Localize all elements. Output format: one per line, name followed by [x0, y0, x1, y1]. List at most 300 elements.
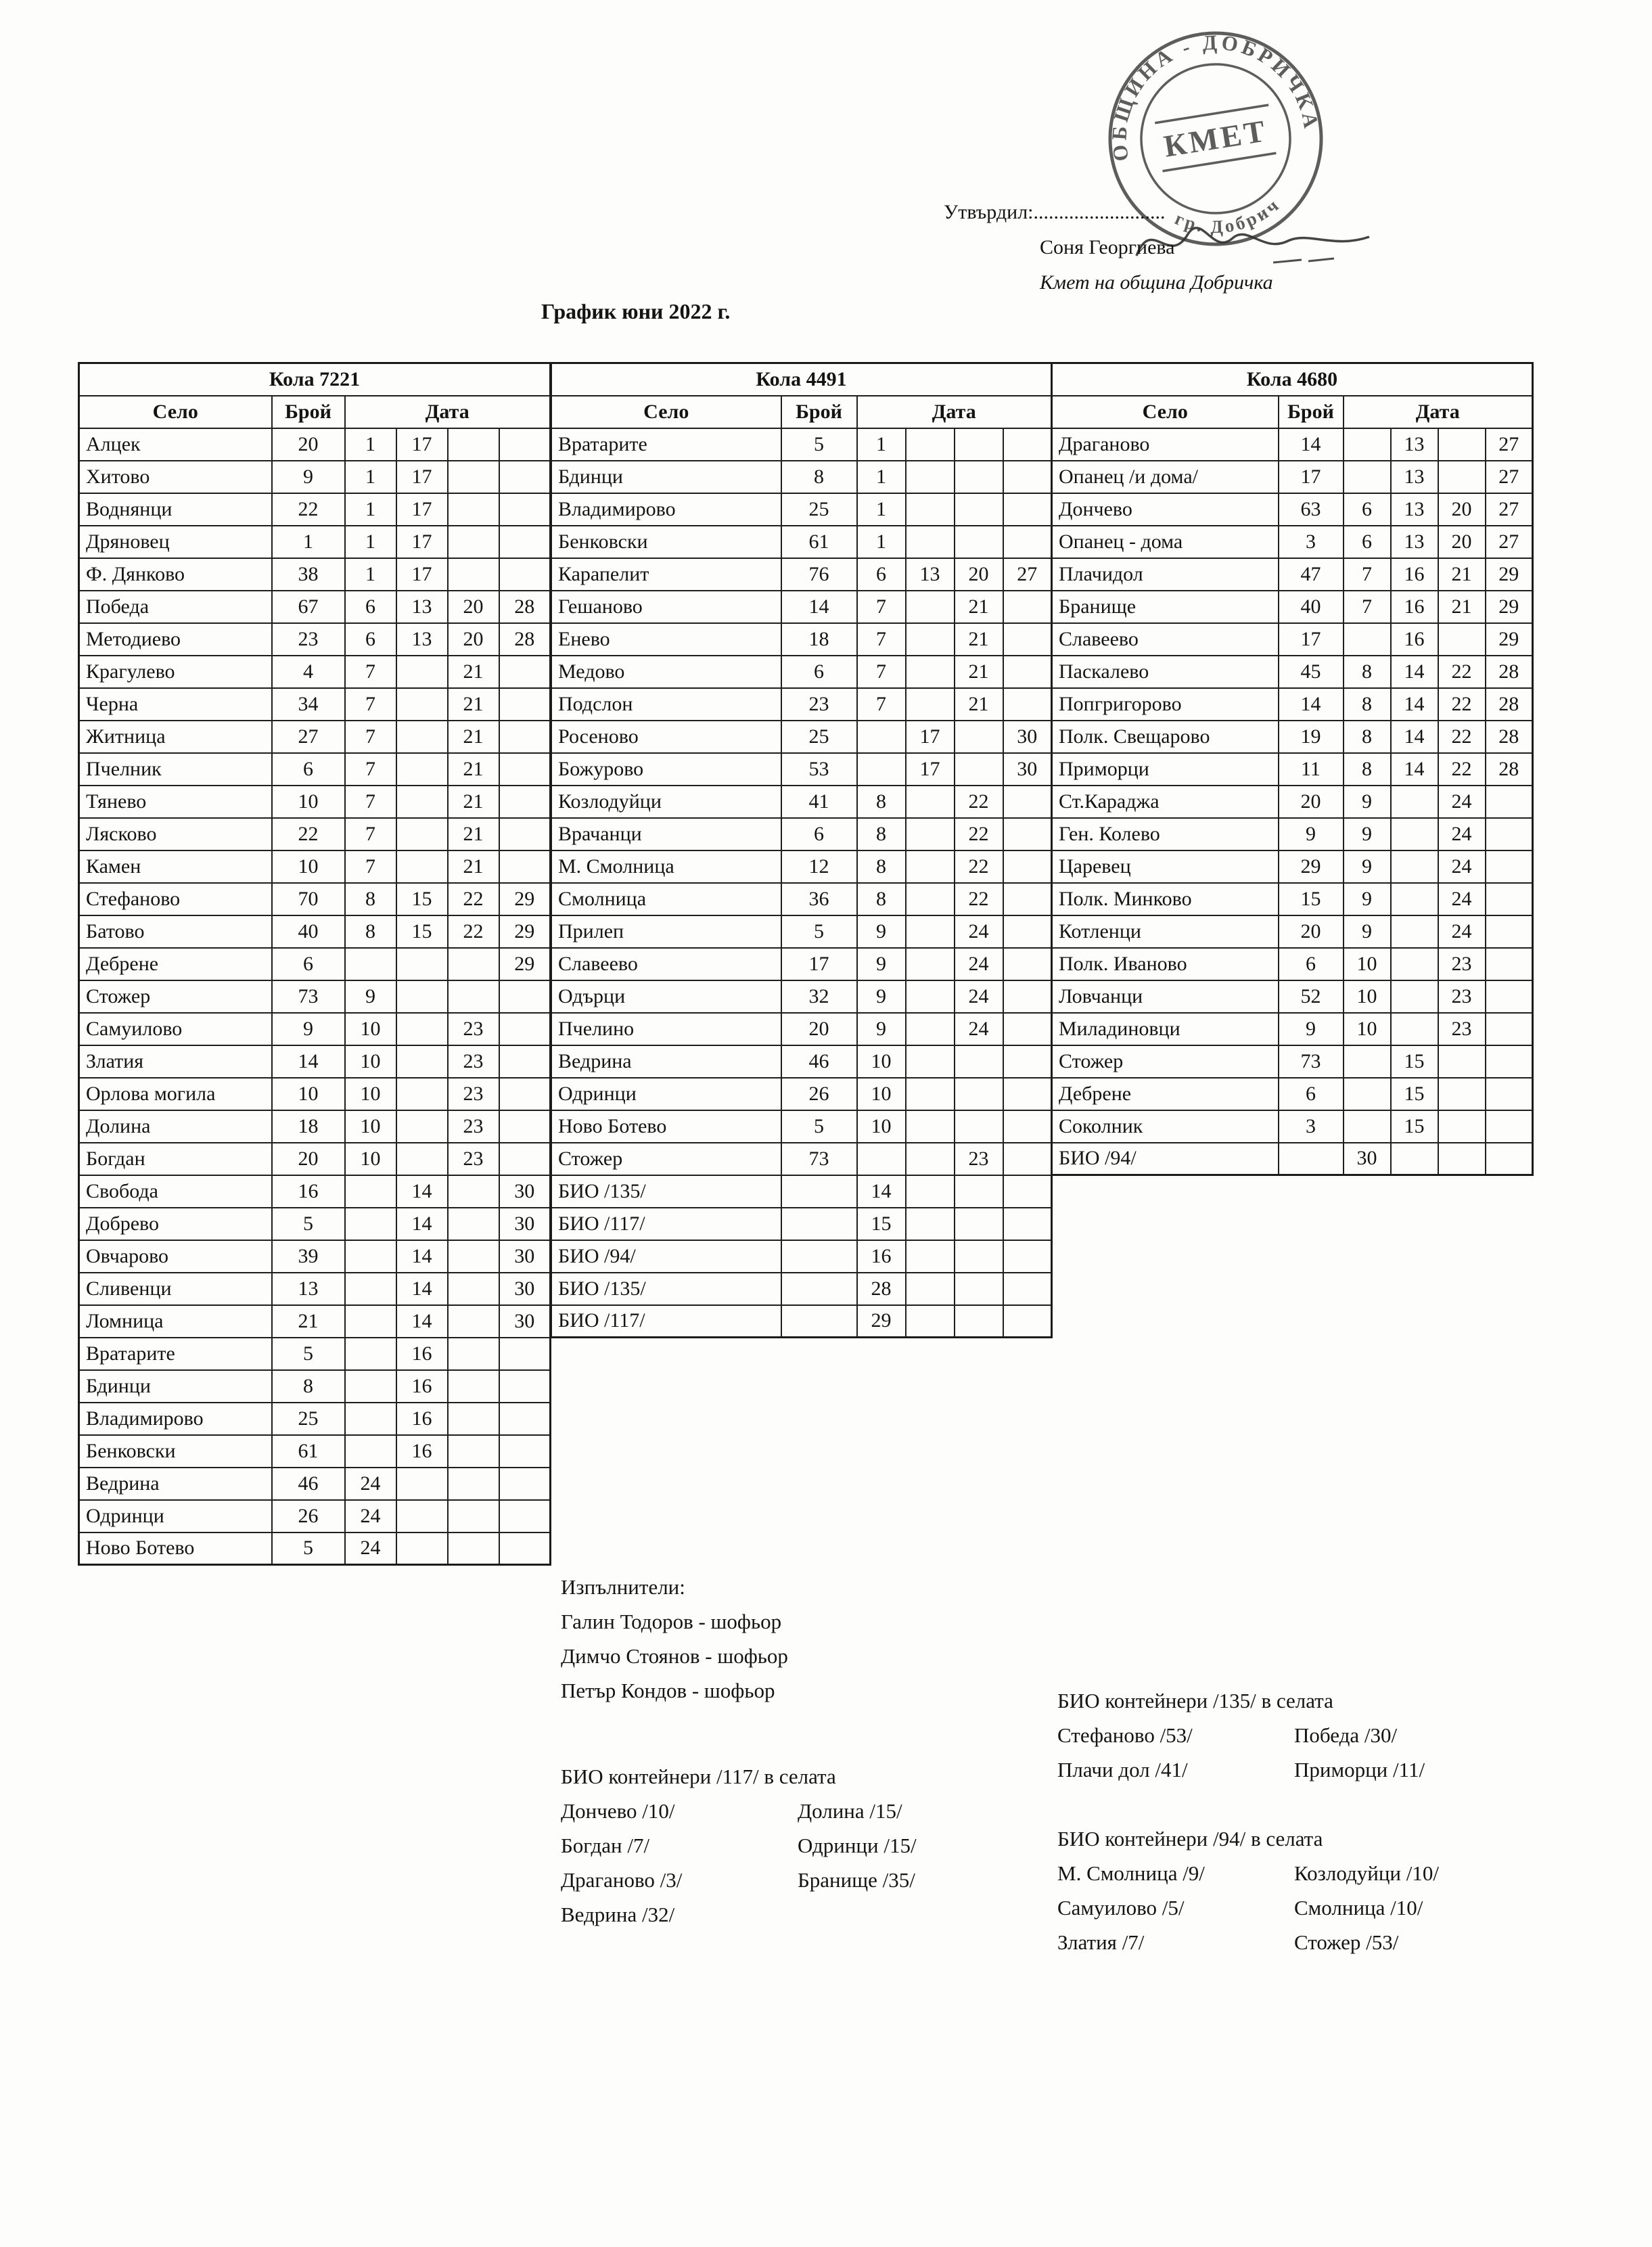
count-cell: 46 — [781, 1045, 857, 1078]
date-cell — [1391, 850, 1438, 883]
table-row — [79, 1403, 551, 1435]
date-cell: 22 — [1438, 753, 1486, 786]
date-cell — [906, 493, 955, 526]
bio-village-entry: Златия /7/ — [1057, 1930, 1145, 1954]
bio-block-135 — [1057, 1683, 1551, 1787]
date-cell — [499, 786, 551, 818]
date-cell — [1003, 526, 1052, 558]
date-cell: 9 — [1344, 915, 1391, 948]
table-row — [79, 526, 551, 558]
village-cell: Крагулево — [79, 656, 272, 688]
date-cell — [1438, 1143, 1486, 1175]
date-cell — [1486, 883, 1533, 915]
date-cell — [499, 656, 551, 688]
date-cell: 28 — [1486, 688, 1533, 721]
village-cell: Росеново — [551, 721, 781, 753]
count-cell: 26 — [781, 1078, 857, 1110]
date-cell — [448, 1435, 499, 1468]
date-cell — [396, 948, 448, 980]
date-cell: 8 — [857, 850, 906, 883]
table-row — [79, 1273, 551, 1305]
village-cell: Дряновец — [79, 526, 272, 558]
date-cell — [906, 948, 955, 980]
date-cell: 14 — [1391, 753, 1438, 786]
date-cell: 21 — [1438, 558, 1486, 591]
date-cell — [1003, 915, 1052, 948]
count-cell: 73 — [1279, 1045, 1344, 1078]
approval-label: Утвърдил:.......................... — [944, 201, 1166, 223]
date-cell — [448, 526, 499, 558]
date-cell — [499, 1045, 551, 1078]
date-cell: 21 — [448, 786, 499, 818]
count-cell: 23 — [272, 623, 345, 656]
date-cell — [499, 461, 551, 493]
count-cell: 52 — [1279, 980, 1344, 1013]
count-cell: 76 — [781, 558, 857, 591]
date-cell — [1391, 786, 1438, 818]
count-cell: 20 — [1279, 915, 1344, 948]
village-cell: БИО /117/ — [551, 1305, 781, 1338]
approver-name: Соня Георгиева — [1040, 236, 1175, 258]
date-cell: 29 — [499, 883, 551, 915]
stamp-center-text: КМЕТ — [1161, 113, 1270, 164]
date-cell: 28 — [1486, 753, 1533, 786]
date-cell — [396, 1110, 448, 1143]
executor-name: Петър Кондов - шофьор — [561, 1679, 775, 1702]
date-cell — [906, 656, 955, 688]
date-cell: 24 — [955, 1013, 1003, 1045]
date-cell — [448, 493, 499, 526]
date-cell — [448, 1175, 499, 1208]
table-row — [79, 883, 551, 915]
village-cell: Стожер — [1052, 1045, 1279, 1078]
date-cell — [1003, 1013, 1052, 1045]
col-header-date: Дата — [1344, 396, 1533, 428]
date-cell — [448, 1370, 499, 1403]
date-cell — [906, 623, 955, 656]
count-cell: 61 — [781, 526, 857, 558]
table-row — [551, 1208, 1052, 1240]
bio-village-entry: Долина /15/ — [798, 1799, 902, 1823]
table-row — [1052, 721, 1533, 753]
village-cell: Ф. Дянково — [79, 558, 272, 591]
table-title: Кола 4491 — [551, 363, 1052, 396]
date-cell — [1391, 818, 1438, 850]
village-cell: М. Смолница — [551, 850, 781, 883]
date-cell: 28 — [1486, 656, 1533, 688]
date-cell — [1003, 980, 1052, 1013]
village-cell: Одринци — [79, 1500, 272, 1533]
date-cell: 21 — [448, 688, 499, 721]
table-row — [551, 753, 1052, 786]
table-title: Кола 7221 — [79, 363, 551, 396]
table-row — [551, 1110, 1052, 1143]
date-cell — [1486, 1013, 1533, 1045]
date-cell: 8 — [1344, 688, 1391, 721]
date-cell: 13 — [1391, 493, 1438, 526]
date-cell: 14 — [396, 1273, 448, 1305]
date-cell — [1003, 428, 1052, 461]
date-cell: 16 — [1391, 591, 1438, 623]
date-cell: 23 — [1438, 1013, 1486, 1045]
date-cell: 8 — [857, 883, 906, 915]
table-row — [1052, 623, 1533, 656]
count-cell: 14 — [272, 1045, 345, 1078]
bio-village-entry: Одринци /15/ — [798, 1834, 917, 1857]
date-cell: 8 — [1344, 721, 1391, 753]
table-row — [79, 688, 551, 721]
table-row — [79, 1240, 551, 1273]
table-row — [551, 1143, 1052, 1175]
table-row — [551, 558, 1052, 591]
date-cell: 7 — [345, 656, 396, 688]
count-cell: 10 — [272, 850, 345, 883]
date-cell: 30 — [499, 1273, 551, 1305]
village-cell: Бранище — [1052, 591, 1279, 623]
count-cell: 40 — [272, 915, 345, 948]
date-cell — [345, 1240, 396, 1273]
bio-village-grid — [561, 1794, 1055, 1932]
date-cell: 7 — [345, 688, 396, 721]
date-cell: 10 — [1344, 948, 1391, 980]
date-cell: 30 — [499, 1175, 551, 1208]
date-cell — [1344, 428, 1391, 461]
date-cell: 23 — [448, 1143, 499, 1175]
bio-village-grid — [1057, 1718, 1551, 1787]
date-cell — [396, 786, 448, 818]
schedule-table-4680 — [1051, 362, 1534, 1176]
date-cell: 1 — [345, 461, 396, 493]
count-cell: 5 — [781, 1110, 857, 1143]
date-cell: 8 — [857, 786, 906, 818]
date-cell: 1 — [345, 526, 396, 558]
table-row — [551, 656, 1052, 688]
date-cell — [1003, 591, 1052, 623]
col-header-village: Село — [79, 396, 272, 428]
table-row — [551, 850, 1052, 883]
village-cell: Дебрене — [79, 948, 272, 980]
date-cell: 21 — [955, 591, 1003, 623]
bio-village-grid — [1057, 1856, 1551, 1959]
count-cell: 6 — [781, 656, 857, 688]
date-cell: 22 — [955, 786, 1003, 818]
date-cell: 15 — [857, 1208, 906, 1240]
date-cell — [1391, 883, 1438, 915]
date-cell: 1 — [345, 493, 396, 526]
date-cell — [396, 1500, 448, 1533]
table-row — [79, 980, 551, 1013]
table-row — [79, 1435, 551, 1468]
count-cell: 25 — [781, 721, 857, 753]
date-cell — [396, 850, 448, 883]
village-cell: БИО /94/ — [1052, 1143, 1279, 1175]
count-cell: 25 — [781, 493, 857, 526]
date-cell: 9 — [857, 948, 906, 980]
date-cell — [499, 1078, 551, 1110]
count-cell: 14 — [781, 591, 857, 623]
count-cell: 67 — [272, 591, 345, 623]
village-cell: Бенковски — [551, 526, 781, 558]
village-cell: Овчарово — [79, 1240, 272, 1273]
date-cell — [857, 753, 906, 786]
date-cell: 13 — [396, 623, 448, 656]
date-cell: 29 — [1486, 591, 1533, 623]
date-cell — [499, 850, 551, 883]
village-cell: Полк. Минково — [1052, 883, 1279, 915]
date-cell: 29 — [1486, 558, 1533, 591]
date-cell: 14 — [857, 1175, 906, 1208]
date-cell — [1003, 1240, 1052, 1273]
date-cell — [906, 1110, 955, 1143]
count-cell: 18 — [272, 1110, 345, 1143]
date-cell — [499, 1403, 551, 1435]
executors-title: Изпълнители: — [561, 1575, 685, 1599]
date-cell: 20 — [955, 558, 1003, 591]
count-cell: 13 — [272, 1273, 345, 1305]
village-cell: Карапелит — [551, 558, 781, 591]
table-row — [79, 1305, 551, 1338]
date-cell: 17 — [396, 461, 448, 493]
date-cell: 23 — [448, 1045, 499, 1078]
village-cell: Самуилово — [79, 1013, 272, 1045]
count-cell — [781, 1208, 857, 1240]
date-cell: 29 — [499, 915, 551, 948]
date-cell: 22 — [1438, 688, 1486, 721]
table-row — [79, 623, 551, 656]
date-cell: 27 — [1486, 428, 1533, 461]
date-cell: 30 — [499, 1208, 551, 1240]
date-cell: 7 — [857, 656, 906, 688]
date-cell — [448, 1403, 499, 1435]
village-cell: Опанец - дома — [1052, 526, 1279, 558]
date-cell: 17 — [396, 526, 448, 558]
village-cell: Орлова могила — [79, 1078, 272, 1110]
table-row — [551, 980, 1052, 1013]
executor-name: Димчо Стоянов - шофьор — [561, 1644, 788, 1668]
village-cell: Ново Ботево — [79, 1533, 272, 1565]
table-row — [551, 688, 1052, 721]
village-cell: Славеево — [1052, 623, 1279, 656]
count-cell: 8 — [781, 461, 857, 493]
date-cell — [499, 428, 551, 461]
date-cell: 21 — [448, 818, 499, 850]
table-row — [551, 526, 1052, 558]
date-cell: 14 — [1391, 688, 1438, 721]
table-row — [551, 915, 1052, 948]
bio-block-title: БИО контейнери /117/ в селата — [561, 1765, 836, 1788]
date-cell: 24 — [955, 915, 1003, 948]
date-cell: 14 — [396, 1240, 448, 1273]
date-cell: 17 — [396, 493, 448, 526]
stamp-ring-text-top: ОБЩИНА - ДОБРИЧКА — [1107, 30, 1324, 163]
date-cell: 15 — [396, 915, 448, 948]
date-cell: 24 — [345, 1468, 396, 1500]
date-cell: 7 — [1344, 591, 1391, 623]
bio-village-entry: Плачи дол /41/ — [1057, 1758, 1188, 1781]
count-cell: 46 — [272, 1468, 345, 1500]
date-cell — [906, 915, 955, 948]
count-cell: 17 — [1279, 461, 1344, 493]
table-row — [551, 493, 1052, 526]
date-cell: 16 — [857, 1240, 906, 1273]
count-cell: 6 — [1279, 1078, 1344, 1110]
date-cell — [1003, 1208, 1052, 1240]
date-cell: 13 — [1391, 428, 1438, 461]
date-cell: 30 — [1003, 721, 1052, 753]
count-cell: 53 — [781, 753, 857, 786]
count-cell: 70 — [272, 883, 345, 915]
date-cell — [1003, 493, 1052, 526]
table-row — [79, 493, 551, 526]
count-cell: 18 — [781, 623, 857, 656]
date-cell: 24 — [345, 1533, 396, 1565]
date-cell: 7 — [345, 818, 396, 850]
date-cell — [906, 461, 955, 493]
col-header-date: Дата — [345, 396, 551, 428]
table-row — [551, 1175, 1052, 1208]
table-row — [79, 461, 551, 493]
date-cell — [448, 1208, 499, 1240]
date-cell — [499, 980, 551, 1013]
date-cell — [1438, 461, 1486, 493]
village-cell: Соколник — [1052, 1110, 1279, 1143]
date-cell — [906, 980, 955, 1013]
schedule-table-7221 — [78, 362, 551, 1566]
count-cell: 23 — [781, 688, 857, 721]
date-cell — [499, 558, 551, 591]
date-cell — [448, 428, 499, 461]
date-cell: 16 — [396, 1338, 448, 1370]
date-cell — [906, 688, 955, 721]
table-row — [551, 1305, 1052, 1338]
date-cell: 24 — [1438, 915, 1486, 948]
village-cell: Черна — [79, 688, 272, 721]
date-cell — [906, 1305, 955, 1338]
date-cell — [857, 721, 906, 753]
date-cell: 7 — [345, 721, 396, 753]
date-cell: 16 — [396, 1403, 448, 1435]
date-cell — [499, 1370, 551, 1403]
table-row — [1052, 428, 1533, 461]
date-cell — [1344, 461, 1391, 493]
date-cell: 27 — [1486, 493, 1533, 526]
count-cell: 26 — [272, 1500, 345, 1533]
table-row — [79, 1338, 551, 1370]
date-cell: 10 — [345, 1078, 396, 1110]
date-cell: 14 — [396, 1305, 448, 1338]
date-cell — [906, 1273, 955, 1305]
date-cell — [499, 1013, 551, 1045]
table-row — [1052, 948, 1533, 980]
count-cell: 9 — [1279, 818, 1344, 850]
date-cell — [1438, 1110, 1486, 1143]
village-cell: Попгригорово — [1052, 688, 1279, 721]
date-cell — [1391, 980, 1438, 1013]
date-cell: 16 — [1391, 623, 1438, 656]
date-cell: 17 — [396, 558, 448, 591]
date-cell: 8 — [345, 883, 396, 915]
date-cell: 9 — [1344, 850, 1391, 883]
date-cell: 15 — [1391, 1078, 1438, 1110]
date-cell — [448, 948, 499, 980]
date-cell — [906, 1175, 955, 1208]
count-cell: 8 — [272, 1370, 345, 1403]
date-cell — [1344, 623, 1391, 656]
date-cell — [1486, 1078, 1533, 1110]
count-cell: 6 — [272, 948, 345, 980]
date-cell — [906, 1240, 955, 1273]
date-cell: 7 — [857, 688, 906, 721]
table-row — [1052, 1013, 1533, 1045]
bio-block-title: БИО контейнери /94/ в селата — [1057, 1827, 1323, 1851]
date-cell: 6 — [857, 558, 906, 591]
date-cell — [448, 1273, 499, 1305]
count-cell: 20 — [272, 1143, 345, 1175]
count-cell: 14 — [1279, 688, 1344, 721]
date-cell — [499, 753, 551, 786]
bio-block-title: БИО контейнери /135/ в селата — [1057, 1689, 1333, 1712]
count-cell: 10 — [272, 1078, 345, 1110]
table-row — [551, 428, 1052, 461]
count-cell: 4 — [272, 656, 345, 688]
date-cell: 20 — [1438, 526, 1486, 558]
date-cell: 23 — [955, 1143, 1003, 1175]
date-cell: 7 — [1344, 558, 1391, 591]
date-cell — [1003, 623, 1052, 656]
village-cell: Житница — [79, 721, 272, 753]
table-row — [551, 721, 1052, 753]
date-cell: 10 — [345, 1013, 396, 1045]
village-cell: Славеево — [551, 948, 781, 980]
date-cell — [448, 1240, 499, 1273]
date-cell: 14 — [1391, 656, 1438, 688]
date-cell: 29 — [1486, 623, 1533, 656]
village-cell: Златия — [79, 1045, 272, 1078]
village-cell: Полк. Иваново — [1052, 948, 1279, 980]
table-row — [1052, 980, 1533, 1013]
date-cell — [448, 461, 499, 493]
date-cell: 28 — [857, 1273, 906, 1305]
date-cell: 7 — [857, 591, 906, 623]
date-cell: 24 — [955, 948, 1003, 980]
count-cell: 63 — [1279, 493, 1344, 526]
date-cell — [396, 1533, 448, 1565]
date-cell: 15 — [1391, 1045, 1438, 1078]
bio-block-117 — [561, 1759, 1055, 1932]
date-cell — [1391, 1013, 1438, 1045]
date-cell — [499, 526, 551, 558]
table-row — [79, 1370, 551, 1403]
date-cell: 9 — [1344, 786, 1391, 818]
village-cell: Одърци — [551, 980, 781, 1013]
schedule-table-4491 — [550, 362, 1053, 1338]
date-cell — [1486, 818, 1533, 850]
village-cell: Ново Ботево — [551, 1110, 781, 1143]
count-cell: 12 — [781, 850, 857, 883]
date-cell: 1 — [857, 526, 906, 558]
table-row — [1052, 493, 1533, 526]
date-cell: 13 — [396, 591, 448, 623]
table-row — [79, 948, 551, 980]
bio-village-entry: Стефаново /53/ — [1057, 1723, 1193, 1747]
count-cell — [781, 1305, 857, 1338]
date-cell: 21 — [955, 656, 1003, 688]
table-row — [79, 428, 551, 461]
date-cell — [1438, 1045, 1486, 1078]
date-cell: 9 — [857, 980, 906, 1013]
date-cell — [345, 948, 396, 980]
date-cell: 24 — [1438, 786, 1486, 818]
